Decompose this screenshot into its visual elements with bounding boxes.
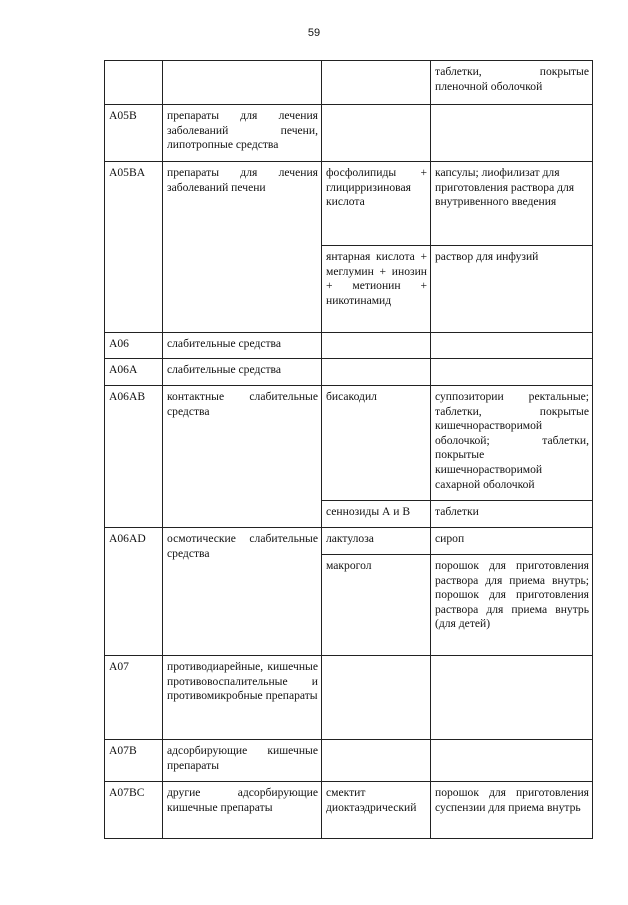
drug-name-cell bbox=[322, 656, 431, 740]
atc-code-cell: A06AD bbox=[105, 528, 163, 656]
drug-table bbox=[104, 60, 593, 839]
drug-name-cell bbox=[322, 740, 431, 782]
group-cell: противодиарейные, кишечные противовоспалительные и противомикробные препараты bbox=[163, 656, 322, 740]
table-row bbox=[105, 528, 593, 555]
table-row bbox=[105, 61, 593, 105]
group-cell: препараты для лечения заболеваний печени, липотропные средства bbox=[163, 105, 322, 162]
group-cell: осмотические слабительные средства bbox=[163, 528, 322, 656]
group-cell bbox=[163, 61, 322, 105]
drug-name-cell: смектит диоктаэдрический bbox=[322, 782, 431, 839]
page-number: 59 bbox=[307, 27, 321, 39]
table-row bbox=[105, 740, 593, 782]
drug-name-cell bbox=[322, 333, 431, 359]
group-cell: слабительные средства bbox=[163, 333, 322, 359]
drug-name-cell bbox=[322, 61, 431, 105]
dosage-form-cell: раствор для инфузий bbox=[431, 246, 593, 333]
dosage-form-cell: таблетки, покрытые пленочной оболочкой bbox=[431, 61, 593, 105]
group-cell: другие адсорбирующие кишечные препараты bbox=[163, 782, 322, 839]
drug-name-cell: макрогол bbox=[322, 555, 431, 656]
atc-code-cell: A07BC bbox=[105, 782, 163, 839]
dosage-form-cell: порошок для приготовления суспензии для приема внутрь bbox=[431, 782, 593, 839]
table-row bbox=[105, 105, 593, 162]
atc-code-cell: A06 bbox=[105, 333, 163, 359]
drug-name-cell: бисакодил bbox=[322, 386, 431, 501]
dosage-form-cell bbox=[431, 740, 593, 782]
dosage-form-cell bbox=[431, 656, 593, 740]
table-row bbox=[105, 162, 593, 246]
atc-code-cell: A07B bbox=[105, 740, 163, 782]
table-row bbox=[105, 656, 593, 740]
table-row bbox=[105, 359, 593, 386]
atc-code-cell bbox=[105, 61, 163, 105]
table-row bbox=[105, 333, 593, 359]
dosage-form-cell: капсулы; лиофилизат для приготовления раствора для внутривенного введения bbox=[431, 162, 593, 246]
group-cell: контактные слабительные средства bbox=[163, 386, 322, 528]
drug-name-cell: янтарная кислота + меглумин + инозин + метионин + никотинамид bbox=[322, 246, 431, 333]
drug-name-cell: фосфолипиды + глицирризиновая кислота bbox=[322, 162, 431, 246]
group-cell: слабительные средства bbox=[163, 359, 322, 386]
dosage-form-cell: порошок для приготовления раствора для приема внутрь; порошок для приготовления раствора для приема внутрь (для детей) bbox=[431, 555, 593, 656]
atc-code-cell: A06AB bbox=[105, 386, 163, 528]
table-row bbox=[105, 386, 593, 501]
dosage-form-cell bbox=[431, 105, 593, 162]
drug-name-cell bbox=[322, 105, 431, 162]
atc-code-cell: A06A bbox=[105, 359, 163, 386]
drug-name-cell bbox=[322, 359, 431, 386]
dosage-form-cell: сироп bbox=[431, 528, 593, 555]
dosage-form-cell bbox=[431, 359, 593, 386]
drug-name-cell: сеннозиды А и В bbox=[322, 501, 431, 528]
group-cell: адсорбирующие кишечные препараты bbox=[163, 740, 322, 782]
atc-code-cell: A05BA bbox=[105, 162, 163, 333]
table-row bbox=[105, 782, 593, 839]
atc-code-cell: A07 bbox=[105, 656, 163, 740]
drug-name-cell: лактулоза bbox=[322, 528, 431, 555]
dosage-form-cell bbox=[431, 333, 593, 359]
atc-code-cell: A05B bbox=[105, 105, 163, 162]
dosage-form-cell: суппозитории ректальные; таблетки, покрытые кишечнорастворимой оболочкой; таблетки, покрытые кишечнорастворимой сахарной оболочкой bbox=[431, 386, 593, 501]
dosage-form-cell: таблетки bbox=[431, 501, 593, 528]
group-cell: препараты для лечения заболеваний печени bbox=[163, 162, 322, 333]
